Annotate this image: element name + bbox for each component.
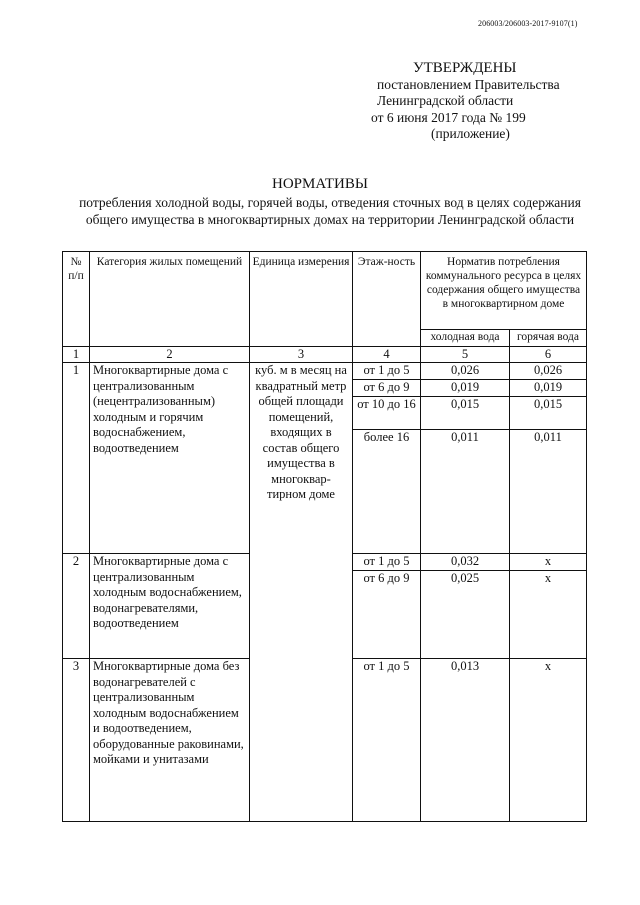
header-unit: Единица измерения — [250, 252, 353, 347]
hot-value: 0,026 — [510, 363, 587, 380]
row-category: Многоквартирные дома с централизованным (нецентрализованным) холодным и горячим водоснабжением, водоотведением — [90, 363, 250, 554]
index-cell: 2 — [90, 346, 250, 363]
floors-cell: более 16 — [353, 430, 421, 554]
norms-table — [62, 251, 587, 822]
approval-line-2: Ленинградской области — [377, 93, 514, 108]
hot-value: x — [510, 571, 587, 659]
row-number: 3 — [63, 659, 90, 822]
document-title: НОРМАТИВЫ — [272, 176, 368, 192]
cold-value: 0,015 — [421, 397, 510, 430]
header-norm: Норматив потребления коммунального ресурса в целях содержания общего имущества в многоквартирном доме — [421, 252, 587, 330]
index-cell: 5 — [421, 346, 510, 363]
header-row — [63, 252, 587, 330]
index-cell: 1 — [63, 346, 90, 363]
index-cell: 4 — [353, 346, 421, 363]
row-number: 2 — [63, 554, 90, 659]
approval-line-3: от 6 июня 2017 года № 199 — [371, 109, 526, 125]
cold-value: 0,013 — [421, 659, 510, 822]
table-row — [63, 363, 587, 380]
approval-title: УТВЕРЖДЕНЫ — [413, 60, 517, 76]
header-category: Категория жилых помещений — [90, 252, 250, 347]
index-cell: 3 — [250, 346, 353, 363]
approval-line-1: постановлением Правительства — [377, 76, 560, 92]
header-cold-water: холодная вода — [421, 330, 510, 347]
header-floors: Этаж-ность — [353, 252, 421, 347]
floors-cell: от 6 до 9 — [353, 571, 421, 659]
floors-cell: от 10 до 16 — [353, 397, 421, 430]
row-number: 1 — [63, 363, 90, 554]
header-hot-water: горячая вода — [510, 330, 587, 347]
floors-cell: от 1 до 5 — [353, 363, 421, 380]
hot-value: 0,011 — [510, 430, 587, 554]
cold-value: 0,032 — [421, 554, 510, 571]
floors-cell: от 1 до 5 — [353, 659, 421, 822]
unit-cell: куб. м в месяц на квадратный метр общей площади помещений, входящих в состав общего имущества в многоквар-тирном доме — [250, 363, 353, 822]
document-number: 206003/206003-2017-9107(1) — [478, 19, 578, 28]
cold-value: 0,011 — [421, 430, 510, 554]
hot-value: 0,019 — [510, 380, 587, 397]
cold-value: 0,019 — [421, 380, 510, 397]
floors-cell: от 6 до 9 — [353, 380, 421, 397]
header-num: № п/п — [63, 252, 90, 347]
floors-cell: от 1 до 5 — [353, 554, 421, 571]
document-subtitle: потребления холодной воды, горячей воды, отведения сточных вод в целях содержания общего имущества в многоквартирных домах на территории Ленинградской области — [79, 195, 581, 227]
approval-block — [365, 60, 595, 143]
hot-value: x — [510, 659, 587, 822]
cold-value: 0,025 — [421, 571, 510, 659]
index-row — [63, 346, 587, 363]
index-cell: 6 — [510, 346, 587, 363]
approval-line-4: (приложение) — [431, 126, 510, 141]
row-category: Многоквартирные дома с централизованным холодным водоснабжением, водонагревателями, водоотведением — [90, 554, 250, 659]
row-category: Многоквартирные дома без водонагревателей с централизованным холодным водоснабжением и водоотведением, оборудованные раковинами, мойками и унитазами — [90, 659, 250, 822]
cold-value: 0,026 — [421, 363, 510, 380]
hot-value: 0,015 — [510, 397, 587, 430]
hot-value: x — [510, 554, 587, 571]
